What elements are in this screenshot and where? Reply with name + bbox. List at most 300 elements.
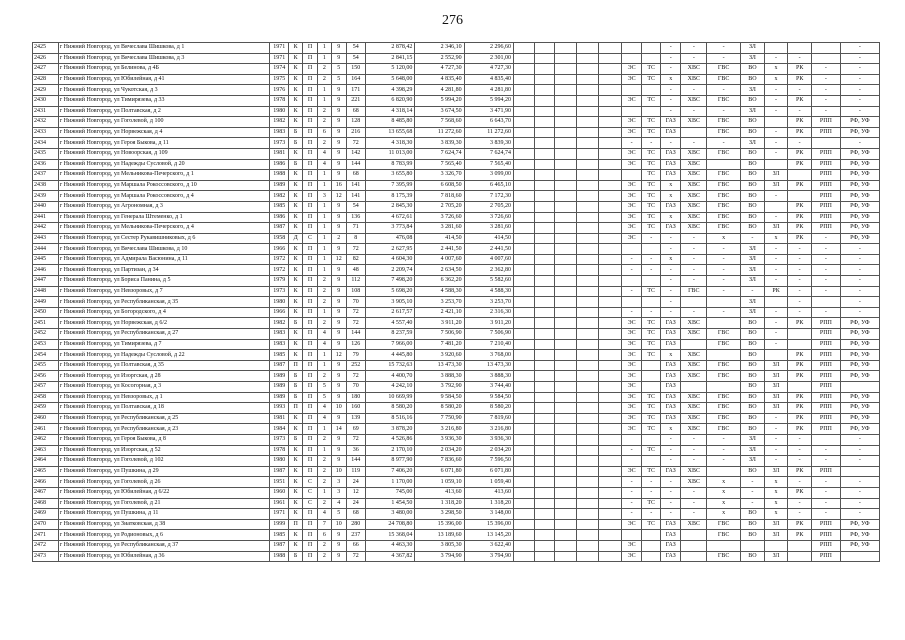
table-cell: - <box>788 286 812 297</box>
table-cell: П <box>303 64 317 75</box>
table-cell: ВО <box>741 318 765 329</box>
table-cell: - <box>788 445 812 456</box>
table-cell: РПП <box>812 318 841 329</box>
empty-cell <box>576 403 599 414</box>
table-cell: 82 <box>346 254 366 265</box>
table-cell: 3 794,90 <box>415 551 464 562</box>
table-cell: - <box>707 53 741 64</box>
table-cell: 5 994,20 <box>464 95 513 106</box>
table-cell: 1958 <box>270 233 289 244</box>
table-cell: ГАЗ <box>660 148 681 159</box>
table-cell: Б <box>288 318 302 329</box>
table-cell <box>621 85 642 96</box>
table-cell: РПП <box>812 466 841 477</box>
table-cell: 4 <box>317 509 331 520</box>
table-cell: 2438 <box>33 180 59 191</box>
empty-cell <box>555 519 577 530</box>
table-cell <box>764 297 788 308</box>
table-cell: ГВС <box>707 180 741 191</box>
empty-cell <box>555 43 577 54</box>
empty-cell <box>534 127 555 138</box>
table-cell: ХВС <box>681 371 707 382</box>
table-cell: - <box>840 74 879 85</box>
table-cell: 11 272,60 <box>464 127 513 138</box>
table-cell: 9 <box>332 530 346 541</box>
table-row <box>33 403 880 414</box>
table-cell: К <box>288 540 302 551</box>
table-cell: 9 <box>332 371 346 382</box>
table-cell: 4 281,80 <box>415 85 464 96</box>
empty-cell <box>514 477 535 488</box>
table-cell: 6 <box>317 127 331 138</box>
table-cell: П <box>303 329 317 340</box>
table-cell <box>681 551 707 562</box>
table-cell: 2430 <box>33 95 59 106</box>
empty-cell <box>576 265 599 276</box>
table-cell: Б <box>288 127 302 138</box>
table-cell: ГВС <box>707 95 741 106</box>
table-row <box>33 233 880 244</box>
table-cell: 2 <box>317 297 331 308</box>
table-cell: - <box>788 244 812 255</box>
table-cell: ЭС <box>621 223 642 234</box>
table-cell <box>764 43 788 54</box>
table-cell: П <box>303 297 317 308</box>
table-cell: 2 <box>317 106 331 117</box>
table-cell: 141 <box>346 180 366 191</box>
table-cell: 9 <box>332 148 346 159</box>
table-cell: 1979 <box>270 276 289 287</box>
table-cell: 9 <box>332 117 346 128</box>
table-cell: 1974 <box>270 64 289 75</box>
table-cell: - <box>681 434 707 445</box>
empty-cell <box>514 117 535 128</box>
table-cell: 2471 <box>33 530 59 541</box>
table-cell: - <box>660 509 681 520</box>
empty-cell <box>576 392 599 403</box>
table-cell: 9 <box>332 265 346 276</box>
table-cell: - <box>660 106 681 117</box>
table-cell: 69 <box>346 424 366 435</box>
empty-cell <box>514 318 535 329</box>
table-cell: ХВС <box>681 360 707 371</box>
table-cell: РК <box>764 286 788 297</box>
table-cell: г Нижний Новгород, ул Норвежская, д 4 <box>58 127 270 138</box>
table-cell: 3 920,60 <box>415 350 464 361</box>
empty-cell <box>514 498 535 509</box>
table-cell: 1 <box>317 201 331 212</box>
empty-cell <box>555 106 577 117</box>
table-cell: 1 318,20 <box>464 498 513 509</box>
table-row <box>33 434 880 445</box>
table-cell: 9 <box>332 445 346 456</box>
table-cell: 1976 <box>270 85 289 96</box>
table-cell: 11 013,00 <box>366 148 415 159</box>
empty-cell <box>534 329 555 340</box>
table-cell: П <box>303 170 317 181</box>
table-cell: ГВС <box>707 117 741 128</box>
table-cell: 5 <box>317 392 331 403</box>
table-cell: 68 <box>346 170 366 181</box>
table-cell: 9 <box>332 212 346 223</box>
table-cell <box>788 551 812 562</box>
table-cell: 2442 <box>33 223 59 234</box>
table-cell: 1 059,10 <box>415 477 464 488</box>
table-cell: - <box>812 85 841 96</box>
table-cell: РПП <box>812 403 841 414</box>
table-cell: - <box>812 286 841 297</box>
table-cell: 2 <box>317 456 331 467</box>
table-cell: г Нижний Новгород, ул Вячеслава Шишкова, д 1 <box>58 43 270 54</box>
table-row <box>33 159 880 170</box>
empty-cell <box>576 233 599 244</box>
table-cell: РК <box>788 392 812 403</box>
table-cell: 1 <box>317 445 331 456</box>
table-cell: 3 655,80 <box>366 170 415 181</box>
empty-cell <box>514 286 535 297</box>
table-cell: - <box>812 265 841 276</box>
table-cell: ЗЛ <box>764 403 788 414</box>
empty-cell <box>555 127 577 138</box>
table-cell: ЭС <box>621 127 642 138</box>
table-cell: РПП <box>812 540 841 551</box>
table-cell: ГАЗ <box>660 551 681 562</box>
table-cell: РПП <box>812 339 841 350</box>
empty-cell <box>576 43 599 54</box>
empty-cell <box>514 244 535 255</box>
table-cell: ХВС <box>681 180 707 191</box>
table-cell: - <box>621 307 642 318</box>
table-cell: Б <box>288 392 302 403</box>
empty-cell <box>599 456 622 467</box>
table-cell <box>621 530 642 541</box>
table-cell: П <box>303 434 317 445</box>
table-cell: г Нижний Новгород, ул Гоголевой, д 26 <box>58 477 270 488</box>
table-row <box>33 297 880 308</box>
table-cell: - <box>681 307 707 318</box>
table-cell: 9 <box>332 244 346 255</box>
empty-cell <box>576 360 599 371</box>
table-cell: ВО <box>741 191 765 202</box>
table-cell: - <box>681 276 707 287</box>
table-row <box>33 371 880 382</box>
table-cell: К <box>288 286 302 297</box>
table-cell: ЭС <box>621 551 642 562</box>
table-cell: г Нижний Новгород, ул Вячеслава Шишкова, д 10 <box>58 244 270 255</box>
table-cell: 9 <box>332 434 346 445</box>
table-cell: 1972 <box>270 265 289 276</box>
table-cell: ЗЛ <box>764 466 788 477</box>
table-cell: П <box>303 286 317 297</box>
table-row <box>33 254 880 265</box>
table-cell: 1951 <box>270 477 289 488</box>
table-cell: 3 792,90 <box>415 382 464 393</box>
table-cell: - <box>741 477 765 488</box>
table-cell: ТС <box>642 74 661 85</box>
empty-cell <box>514 329 535 340</box>
table-cell: - <box>707 276 741 287</box>
table-cell: - <box>621 445 642 456</box>
table-cell: ГАЗ <box>660 413 681 424</box>
table-cell: РФ, УФ <box>840 212 879 223</box>
table-cell: 2 <box>317 138 331 149</box>
table-cell: П <box>303 74 317 85</box>
empty-cell <box>576 106 599 117</box>
table-cell: ВО <box>741 371 765 382</box>
empty-cell <box>555 276 577 287</box>
table-cell: 1 <box>317 180 331 191</box>
empty-cell <box>534 540 555 551</box>
table-cell: 1988 <box>270 551 289 562</box>
table-cell: 7 565,40 <box>415 159 464 170</box>
table-cell: 2427 <box>33 64 59 75</box>
empty-cell <box>599 445 622 456</box>
table-cell: 15 732,63 <box>366 360 415 371</box>
table-cell: 1980 <box>270 297 289 308</box>
table-cell: 5 648,00 <box>366 74 415 85</box>
table-cell: 1987 <box>270 540 289 551</box>
table-cell: 237 <box>346 530 366 541</box>
empty-cell <box>576 201 599 212</box>
table-cell: 9 <box>332 127 346 138</box>
table-cell: РПП <box>812 127 841 138</box>
empty-cell <box>576 434 599 445</box>
table-cell: ЭС <box>621 519 642 530</box>
table-cell: К <box>288 170 302 181</box>
table-cell: ЭС <box>621 392 642 403</box>
table-cell: - <box>764 445 788 456</box>
table-cell: 1961 <box>270 498 289 509</box>
table-cell: 2451 <box>33 318 59 329</box>
empty-cell <box>534 223 555 234</box>
table-cell: 7 818,60 <box>415 191 464 202</box>
table-cell: ГАЗ <box>660 117 681 128</box>
table-cell: ГАЗ <box>660 382 681 393</box>
table-cell: г Нижний Новгород, ул Богородского, д 4 <box>58 307 270 318</box>
table-cell: ТС <box>642 180 661 191</box>
table-cell: 4 281,80 <box>464 85 513 96</box>
empty-cell <box>514 434 535 445</box>
table-cell: Б <box>288 551 302 562</box>
empty-cell <box>534 191 555 202</box>
empty-cell <box>576 138 599 149</box>
table-cell: х <box>660 424 681 435</box>
table-cell: РК <box>788 212 812 223</box>
table-cell: 252 <box>346 360 366 371</box>
table-cell: - <box>840 487 879 498</box>
table-cell <box>764 350 788 361</box>
table-cell: - <box>840 43 879 54</box>
table-cell: 119 <box>346 466 366 477</box>
table-cell: 3 253,70 <box>415 297 464 308</box>
table-cell: РК <box>788 519 812 530</box>
table-cell: г Нижний Новгород, ул Надежды Сусловой, д 22 <box>58 350 270 361</box>
table-cell <box>642 551 661 562</box>
table-cell: ГАЗ <box>660 339 681 350</box>
table-cell: 2 627,95 <box>366 244 415 255</box>
table-cell: К <box>288 509 302 520</box>
empty-cell <box>534 403 555 414</box>
table-row <box>33 138 880 149</box>
table-cell: - <box>812 74 841 85</box>
table-cell: 2 845,30 <box>366 201 415 212</box>
empty-cell <box>514 530 535 541</box>
table-cell: 3 216,80 <box>415 424 464 435</box>
table-cell: 1973 <box>270 286 289 297</box>
empty-cell <box>576 148 599 159</box>
table-cell: 7 481,20 <box>415 339 464 350</box>
table-cell: ЗЛ <box>741 456 765 467</box>
table-cell: 1985 <box>270 350 289 361</box>
table-cell: К <box>288 180 302 191</box>
empty-cell <box>555 371 577 382</box>
table-cell: 2458 <box>33 392 59 403</box>
table-cell: ГАЗ <box>660 159 681 170</box>
table-cell: РПП <box>812 360 841 371</box>
table-cell: 2447 <box>33 276 59 287</box>
table-cell: 4 <box>317 148 331 159</box>
table-row <box>33 106 880 117</box>
table-cell: П <box>303 265 317 276</box>
empty-cell <box>514 64 535 75</box>
table-cell: 7 596,50 <box>464 456 513 467</box>
table-cell: - <box>660 286 681 297</box>
table-cell: 4 318,30 <box>366 138 415 149</box>
empty-cell <box>555 551 577 562</box>
table-cell: - <box>812 254 841 265</box>
table-cell: - <box>741 498 765 509</box>
table-cell: 7 406,20 <box>366 466 415 477</box>
table-cell: РФ, УФ <box>840 329 879 340</box>
table-cell: ТС <box>642 318 661 329</box>
empty-cell <box>555 434 577 445</box>
empty-cell <box>514 43 535 54</box>
table-cell: РК <box>788 360 812 371</box>
table-cell: ГВС <box>707 223 741 234</box>
table-cell: 2435 <box>33 148 59 159</box>
table-cell: ЭС <box>621 74 642 85</box>
table-cell <box>642 540 661 551</box>
table-cell: 12 <box>332 254 346 265</box>
table-cell: ТС <box>642 223 661 234</box>
table-cell: 72 <box>346 307 366 318</box>
table-cell: - <box>840 106 879 117</box>
empty-cell <box>599 201 622 212</box>
table-cell: 36 <box>346 445 366 456</box>
table-cell: 1983 <box>270 329 289 340</box>
empty-cell <box>514 191 535 202</box>
table-cell: П <box>303 307 317 318</box>
empty-cell <box>555 424 577 435</box>
table-cell: ЗЛ <box>764 551 788 562</box>
table-cell: ГАЗ <box>660 223 681 234</box>
table-cell: 2 441,50 <box>464 244 513 255</box>
table-cell: - <box>642 265 661 276</box>
table-cell: 171 <box>346 85 366 96</box>
table-cell: - <box>788 106 812 117</box>
table-row <box>33 382 880 393</box>
table-cell: - <box>681 265 707 276</box>
table-cell: - <box>840 456 879 467</box>
table-cell: - <box>681 233 707 244</box>
table-cell: 7 836,60 <box>415 456 464 467</box>
table-cell: 68 <box>346 509 366 520</box>
table-cell <box>621 276 642 287</box>
table-cell: П <box>303 95 317 106</box>
table-cell: П <box>303 254 317 265</box>
empty-cell <box>599 170 622 181</box>
empty-cell <box>599 498 622 509</box>
table-cell <box>681 297 707 308</box>
table-cell: 2434 <box>33 138 59 149</box>
table-cell: РФ, УФ <box>840 191 879 202</box>
table-cell: 7 624,74 <box>415 148 464 159</box>
table-cell: - <box>642 477 661 488</box>
table-cell: 3 281,60 <box>415 223 464 234</box>
empty-cell <box>599 424 622 435</box>
table-cell: ТС <box>642 95 661 106</box>
empty-cell <box>555 138 577 149</box>
table-cell: - <box>660 477 681 488</box>
table-cell: 7 506,90 <box>415 329 464 340</box>
table-cell: ГВС <box>707 371 741 382</box>
table-cell: ТС <box>642 212 661 223</box>
table-cell: ГАЗ <box>660 360 681 371</box>
table-cell: 4 588,30 <box>415 286 464 297</box>
table-row <box>33 223 880 234</box>
table-cell: 9 <box>332 138 346 149</box>
empty-cell <box>599 382 622 393</box>
table-cell: 3 794,90 <box>464 551 513 562</box>
empty-cell <box>576 540 599 551</box>
table-cell: ГВС <box>707 191 741 202</box>
table-cell: 1 <box>317 307 331 318</box>
table-cell: - <box>812 456 841 467</box>
table-cell: РФ, УФ <box>840 148 879 159</box>
table-cell: х <box>707 498 741 509</box>
table-cell: РК <box>788 530 812 541</box>
table-cell <box>707 318 741 329</box>
table-cell: 15 396,00 <box>415 519 464 530</box>
table-cell: 3 <box>332 477 346 488</box>
table-cell: 1985 <box>270 530 289 541</box>
table-cell: К <box>288 445 302 456</box>
table-cell: 413,60 <box>464 487 513 498</box>
table-row <box>33 477 880 488</box>
table-cell: 2 316,30 <box>464 307 513 318</box>
table-cell: РФ, УФ <box>840 371 879 382</box>
table-cell: - <box>681 85 707 96</box>
table-cell: - <box>707 244 741 255</box>
table-cell: 2425 <box>33 43 59 54</box>
table-cell: ТС <box>642 191 661 202</box>
empty-cell <box>555 265 577 276</box>
table-cell: - <box>764 191 788 202</box>
table-row <box>33 53 880 64</box>
table-cell: 5 <box>317 382 331 393</box>
empty-cell <box>555 498 577 509</box>
empty-cell <box>576 170 599 181</box>
table-cell: - <box>642 487 661 498</box>
empty-cell <box>555 297 577 308</box>
table-row <box>33 530 880 541</box>
table-row <box>33 244 880 255</box>
table-row <box>33 64 880 75</box>
table-cell: 4 367,82 <box>366 551 415 562</box>
table-cell: К <box>288 254 302 265</box>
table-cell: 4 007,60 <box>415 254 464 265</box>
table-cell: - <box>840 445 879 456</box>
